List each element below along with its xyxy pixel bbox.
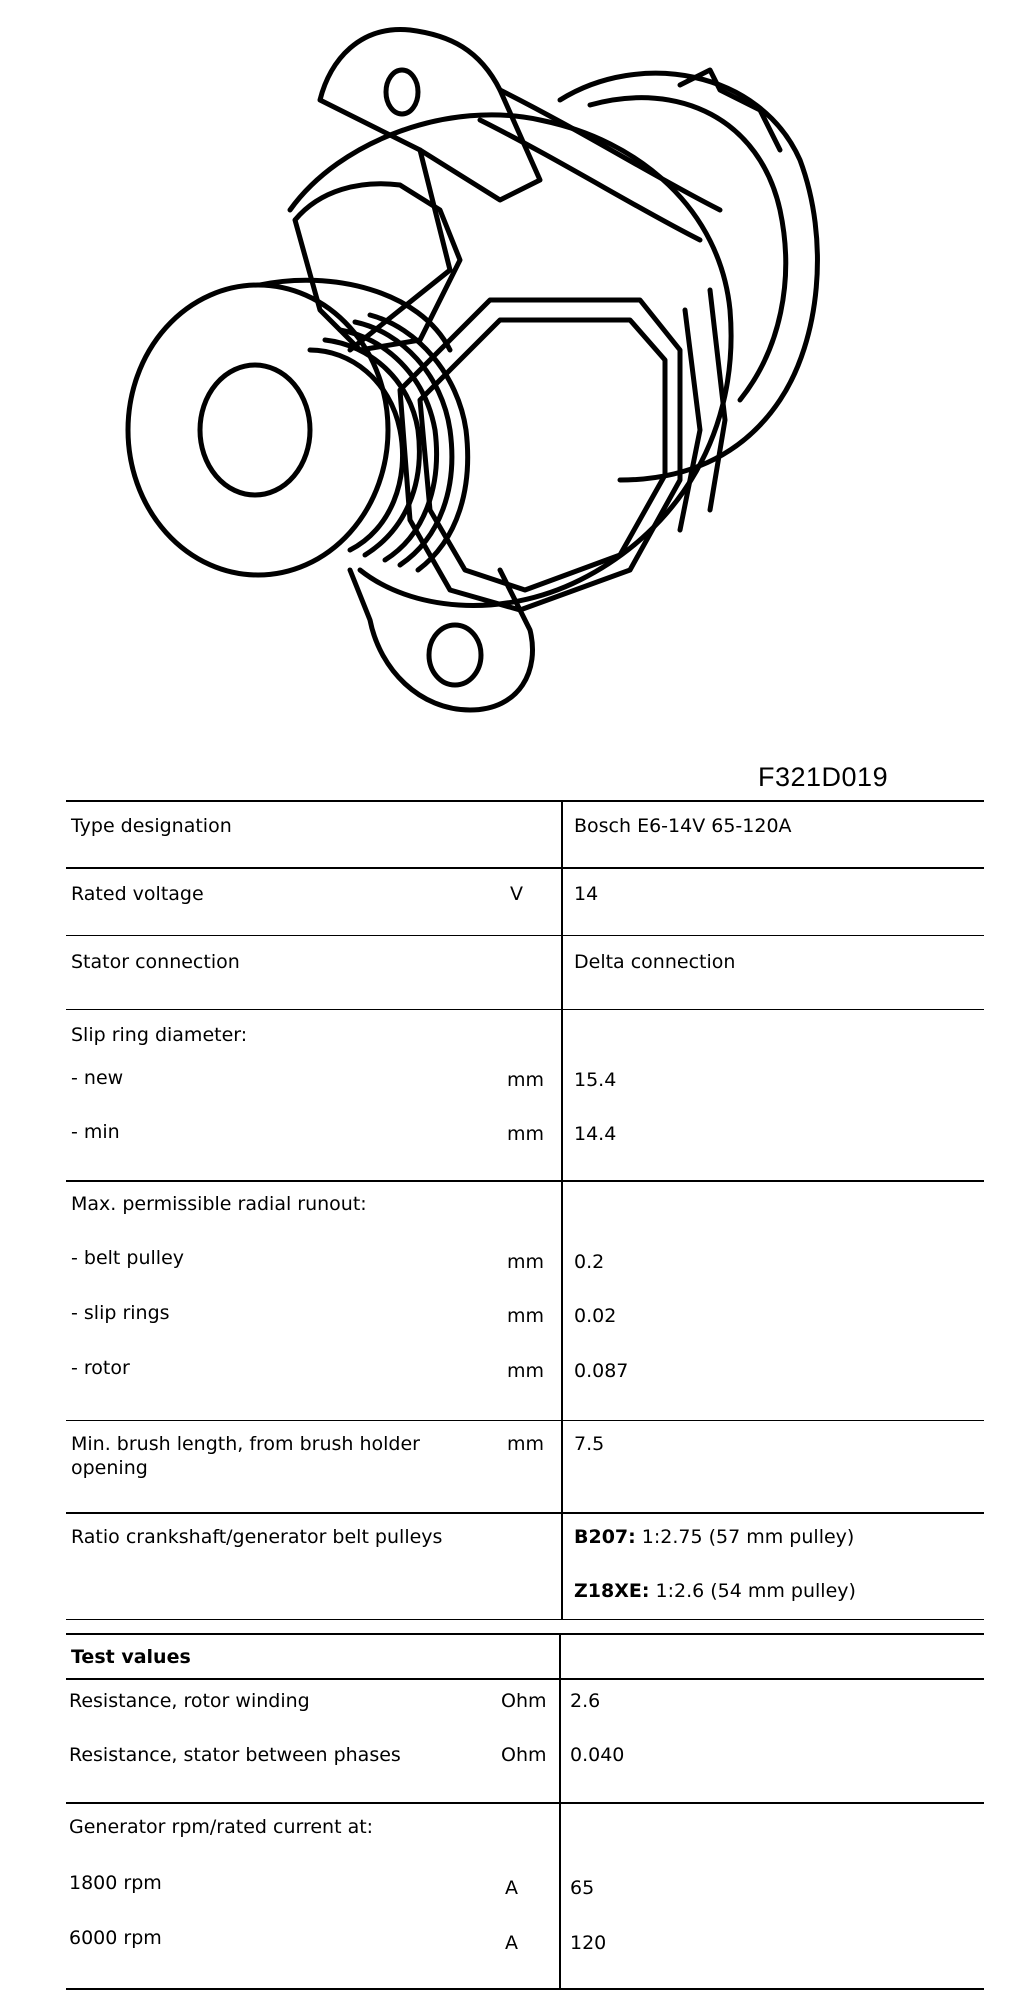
stator-connection-label: Stator connection [71,951,240,973]
column-divider [561,800,563,1620]
stator-resistance-value: 0.040 [570,1744,625,1766]
rotor-resistance-unit: Ohm [501,1690,547,1712]
divider [66,1009,984,1010]
runout-rotor-label: - rotor [71,1357,130,1379]
divider [66,1802,984,1804]
lower-mount-hole [429,625,481,685]
runout-slip-rings-label: - slip rings [71,1302,170,1324]
slip-ring-new-unit: mm [507,1069,545,1091]
divider [66,1420,984,1421]
ratio-b207-value: 1:2.75 (57 mm pulley) [635,1526,855,1548]
test-values-heading: Test values [71,1646,191,1668]
ratio-b207-code: B207: [574,1526,636,1548]
rotor-resistance-label: Resistance, rotor winding [69,1690,310,1712]
rpm6000-label: 6000 rpm [69,1927,162,1949]
upper-arm [350,150,450,350]
lower-mount-lug [350,570,533,710]
runout-belt-pulley-unit: mm [507,1251,545,1273]
ratio-b207 [574,1525,854,1549]
divider [66,800,984,802]
brush-length-unit: mm [507,1433,545,1455]
runout-slip-rings-unit: mm [507,1305,545,1327]
rear-housing-rim [590,98,786,400]
ratio-label: Ratio crankshaft/generator belt pulleys [71,1526,443,1548]
rear-housing [560,73,817,480]
stator-resistance-unit: Ohm [501,1744,547,1766]
rpm1800-label: 1800 rpm [69,1872,162,1894]
slip-ring-label: Slip ring diameter: [71,1024,248,1046]
slip-ring-new-label: - new [71,1067,124,1089]
rpm1800-unit: A [505,1877,518,1899]
figure-code: F321D019 [758,762,889,792]
type-designation-value: Bosch E6-14V 65-120A [574,815,792,837]
upper-mount-hole [386,70,418,114]
ratio-z18xe-code: Z18XE: [574,1580,650,1602]
rated-voltage-value: 14 [574,883,599,905]
runout-belt-pulley-label: - belt pulley [71,1247,185,1269]
rated-voltage-label: Rated voltage [71,883,204,905]
divider [66,1988,984,1990]
spec-table [66,800,984,1620]
ratio-z18xe [574,1579,856,1603]
divider [66,1619,984,1620]
runout-label: Max. permissible radial runout: [71,1193,367,1215]
rpm-current-label: Generator rpm/rated current at: [69,1816,374,1838]
runout-rotor-value: 0.087 [574,1360,629,1382]
runout-rotor-unit: mm [507,1360,545,1382]
runout-belt-pulley-value: 0.2 [574,1251,605,1273]
slip-ring-min-unit: mm [507,1123,545,1145]
divider [66,935,984,936]
slip-ring-min-label: - min [71,1121,120,1143]
column-divider [559,1633,561,1990]
side-rib [680,310,700,530]
ratio-z18xe-value: 1:2.6 (54 mm pulley) [649,1580,856,1602]
generator-drawing [120,10,820,750]
test-values-table [66,1633,984,1993]
pulley-face [128,285,388,575]
rpm1800-value: 65 [570,1877,595,1899]
divider [66,1678,984,1680]
divider [66,1180,984,1182]
stator-resistance-label: Resistance, stator between phases [69,1744,401,1766]
rotor-resistance-value: 2.6 [570,1690,601,1712]
side-rib-2 [710,290,725,510]
divider [66,867,984,869]
rated-voltage-unit: V [510,883,523,905]
type-designation-label: Type designation [71,815,232,837]
divider [66,1512,984,1514]
slip-ring-min-value: 14.4 [574,1123,617,1145]
stator-connection-value: Delta connection [574,951,736,973]
brush-length-label: Min. brush length, from brush holder opening [71,1433,420,1479]
rpm6000-unit: A [505,1932,518,1954]
runout-slip-rings-value: 0.02 [574,1305,617,1327]
pulley-hub [200,365,310,495]
slip-ring-new-value: 15.4 [574,1069,617,1091]
brush-length-value: 7.5 [574,1433,605,1455]
divider [66,1633,984,1635]
rpm6000-value: 120 [570,1932,607,1954]
cover-plate [400,300,680,610]
